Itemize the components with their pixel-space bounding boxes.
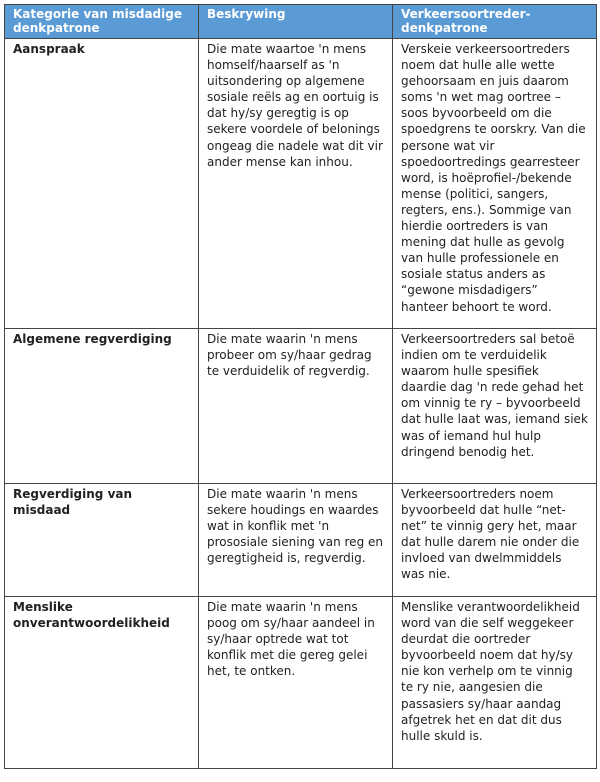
table-row bbox=[5, 39, 597, 329]
table-row bbox=[5, 597, 597, 769]
category-cell: Regverdiging van misdaad bbox=[5, 484, 199, 597]
traffic-pattern-cell: Verskeie verkeersoortreders noem dat hulle alle wette gehoorsaam en juis daarom soms 'n wet mag oortree – soos byvoorbeeld om die spoedgrens te oorskry. Van die persone wat vir spoedoortredings gearresteer word, is hoëprofiel-/bekende mense (politici, sangers, regters, ens.). Sommige van hierdie oortreders is van mening dat hulle as gevolg van hulle professionele en sosiale status anders as “gewone misdadigers” hanteer behoort te word. bbox=[393, 39, 597, 329]
category-cell: Algemene regverdiging bbox=[5, 329, 199, 484]
header-traffic-offender: Verkeersoortreder-denkpatrone bbox=[393, 5, 597, 39]
traffic-pattern-cell: Menslike verantwoordelikheid word van die self weggekeer deurdat die oortreder byvoorbeeld noem dat hy/sy nie kon verhelp om te vinnig te ry nie, aangesien die passasiers sy/haar aandag afgetrek het en dat dit dus hulle skuld is. bbox=[393, 597, 597, 769]
description-cell: Die mate waarin 'n mens sekere houdings en waardes wat in konflik met 'n prososiale siening van reg en geregtigheid is, regverdig. bbox=[199, 484, 393, 597]
category-cell: Aanspraak bbox=[5, 39, 199, 329]
header-category: Kategorie van misdadige denkpatrone bbox=[5, 5, 199, 39]
table-row bbox=[5, 484, 597, 597]
thinking-patterns-table bbox=[4, 4, 597, 769]
description-cell: Die mate waarin 'n mens poog om sy/haar aandeel in sy/haar optrede wat tot konflik met die gereg gelei het, te ontken. bbox=[199, 597, 393, 769]
category-cell: Menslike onverantwoordelikheid bbox=[5, 597, 199, 769]
table-header-row bbox=[5, 5, 597, 39]
traffic-pattern-cell: Verkeersoortreders noem byvoorbeeld dat hulle “net-net” te vinnig gery het, maar dat hulle darem nie onder die invloed van dwelmmiddels was nie. bbox=[393, 484, 597, 597]
description-cell: Die mate waarin 'n mens probeer om sy/haar gedrag te verduidelik of regverdig. bbox=[199, 329, 393, 484]
traffic-pattern-cell: Verkeersoortreders sal betoë indien om te verduidelik waarom hulle spesifiek daardie dag 'n rede gehad het om vinnig te ry – byvoorbeeld dat hulle laat was, iemand siek was of iemand hul hulp dringend benodig het. bbox=[393, 329, 597, 484]
description-cell: Die mate waartoe 'n mens homself/haarself as 'n uitsondering op algemene sosiale reëls ag en oortuig is dat hy/sy geregtig is op sekere voordele of belonings ongeag die nadele wat dit vir ander mense kan inhou. bbox=[199, 39, 393, 329]
header-description: Beskrywing bbox=[199, 5, 393, 39]
table-row bbox=[5, 329, 597, 484]
